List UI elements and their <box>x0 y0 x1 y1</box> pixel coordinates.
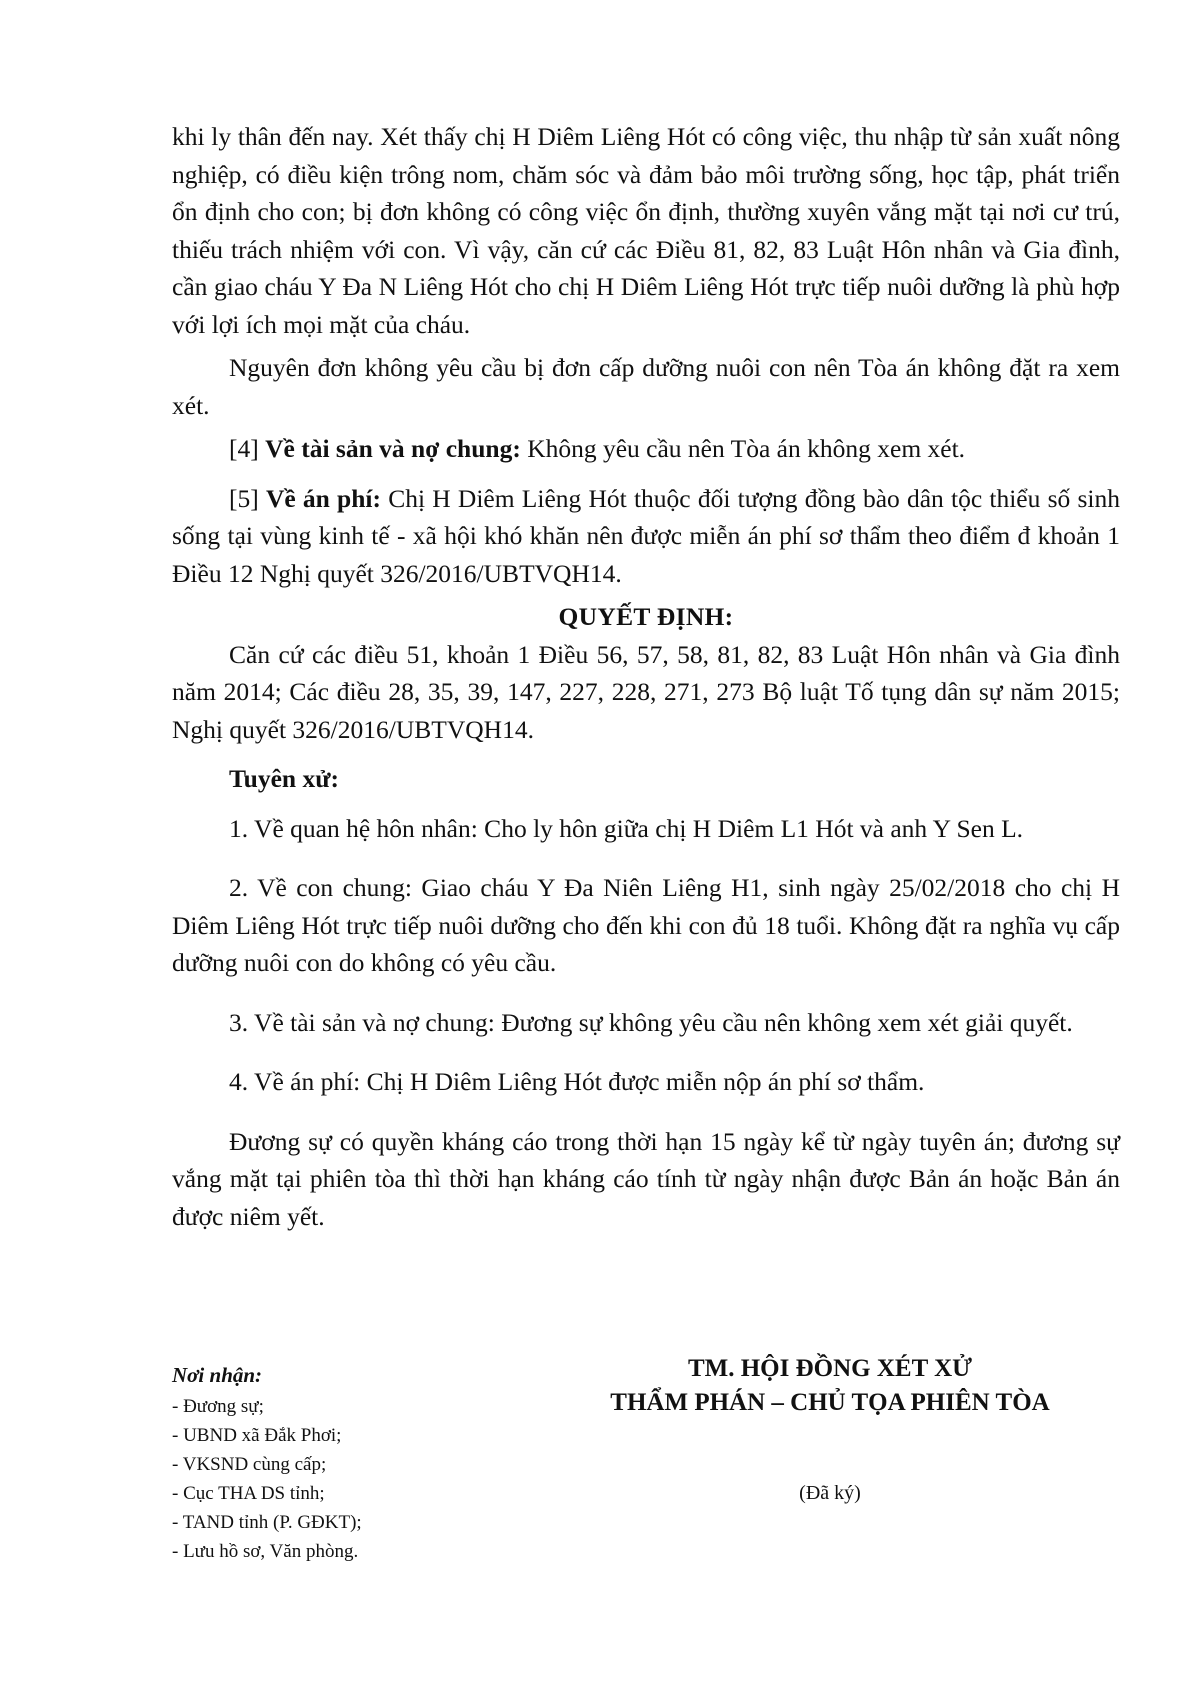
ruling-item-fee: 4. Về án phí: Chị H Diêm Liêng Hót được miễn nộp án phí sơ thẩm. <box>229 1067 925 1096</box>
recipients-title: Nơi nhận: <box>172 1363 263 1387</box>
recipient-item: - Đương sự; <box>172 1396 264 1417</box>
signature-council-title: TM. HỘI ĐỒNG XÉT XỬ <box>687 1355 973 1382</box>
recipients-block <box>172 1358 592 1566</box>
ruling-item-child: 2. Về con chung: Giao cháu Y Đa Niên Liêng H1, sinh ngày 25/02/2018 cho chị H Diêm Liêng Hót trực tiếp nuôi dưỡng cho đến khi con đủ 18 tuổi. Không đặt ra nghĩa vụ cấp dưỡng nuôi con do không có yêu cầu. <box>172 873 1120 977</box>
property-debt-heading: Về tài sản và nợ chung: <box>265 434 521 463</box>
paragraph-custody-reasoning: khi ly thân đến nay. Xét thấy chị H Diêm Liêng Hót có công việc, thu nhập từ sản xuất nông nghiệp, có điều kiện trông nom, chăm sóc và đảm bảo môi trường sống, học tập, phát triển ổn định cho con; bị đơn không có công việc ổn định, thường xuyên vắng mặt tại nơi cư trú, thiếu trách nhiệm với con. Vì vậy, căn cứ các Điều 81, 82, 83 Luật Hôn nhân và Gia đình, cần giao cháu Y Đa N Liêng Hót cho chị H Diêm Liêng Hót trực tiếp nuôi dưỡng là phù hợp với lợi ích mọi mặt của cháu. <box>172 122 1120 339</box>
signed-note: (Đã ký) <box>799 1482 861 1504</box>
ruling-item-marriage: 1. Về quan hệ hôn nhân: Cho ly hôn giữa chị H Diêm L1 Hót và anh Y Sen L. <box>229 813 1024 843</box>
property-debt-text: Không yêu cầu nên Tòa án không xem xét. <box>520 434 966 463</box>
paragraph-property-debt <box>172 430 1120 468</box>
recipient-item: - Lưu hồ sơ, Văn phòng. <box>172 1541 359 1562</box>
section-number-5: [5] <box>229 483 266 513</box>
ruling-item-property: 3. Về tài sản và nợ chung: Đương sự không yêu cầu nên không xem xét giải quyết. <box>229 1007 1073 1037</box>
recipient-item: - UBND xã Đắk Phơi; <box>172 1425 342 1446</box>
signature-judge-title: THẨM PHÁN – CHỦ TỌA PHIÊN TÒA <box>610 1389 1050 1416</box>
recipient-item: - VKSND cùng cấp; <box>172 1454 327 1475</box>
paragraph-support-claim: Nguyên đơn không yêu cầu bị đơn cấp dưỡng nuôi con nên Tòa án không đặt ra xem xét. <box>172 353 1120 420</box>
judgment-body <box>172 118 1120 1235</box>
recipient-item: - TAND tỉnh (P. GĐKT); <box>172 1512 362 1533</box>
signature-block <box>560 1352 1100 1508</box>
decision-heading: QUYẾT ĐỊNH: <box>558 602 734 631</box>
section-number-4: [4] <box>229 434 266 463</box>
court-fee-text: Chị H Diêm Liêng Hót thuộc đối tượng đồng bào dân tộc thiểu số sinh sống tại vùng kinh tế - xã hội khó khăn nên được miễn án phí sơ thẩm theo điểm đ khoản 1 Điều 12 Nghị quyết 326/2016/UBTVQH14. <box>172 483 1120 588</box>
court-fee-heading: Về án phí: <box>265 483 381 513</box>
paragraph-court-fee <box>172 480 1120 593</box>
recipient-item: - Cục THA DS tỉnh; <box>172 1483 325 1504</box>
paragraph-legal-basis: Căn cứ các điều 51, khoản 1 Điều 56, 57, 58, 81, 82, 83 Luật Hôn nhân và Gia đình năm 2014; Các điều 28, 35, 39, 147, 227, 228, 271, 273 Bộ luật Tố tụng dân sự năm 2015; Nghị quyết 326/2016/UBTVQH14. <box>172 639 1120 744</box>
ruling-label-text: Tuyên xử: <box>229 764 340 793</box>
ruling-label <box>172 760 1120 798</box>
paragraph-appeal-rights: Đương sự có quyền kháng cáo trong thời hạn 15 ngày kể từ ngày tuyên án; đương sự vắng mặt tại phiên tòa thì thời hạn kháng cáo tính từ ngày nhận được Bản án hoặc Bản án được niêm yết. <box>172 1126 1120 1231</box>
